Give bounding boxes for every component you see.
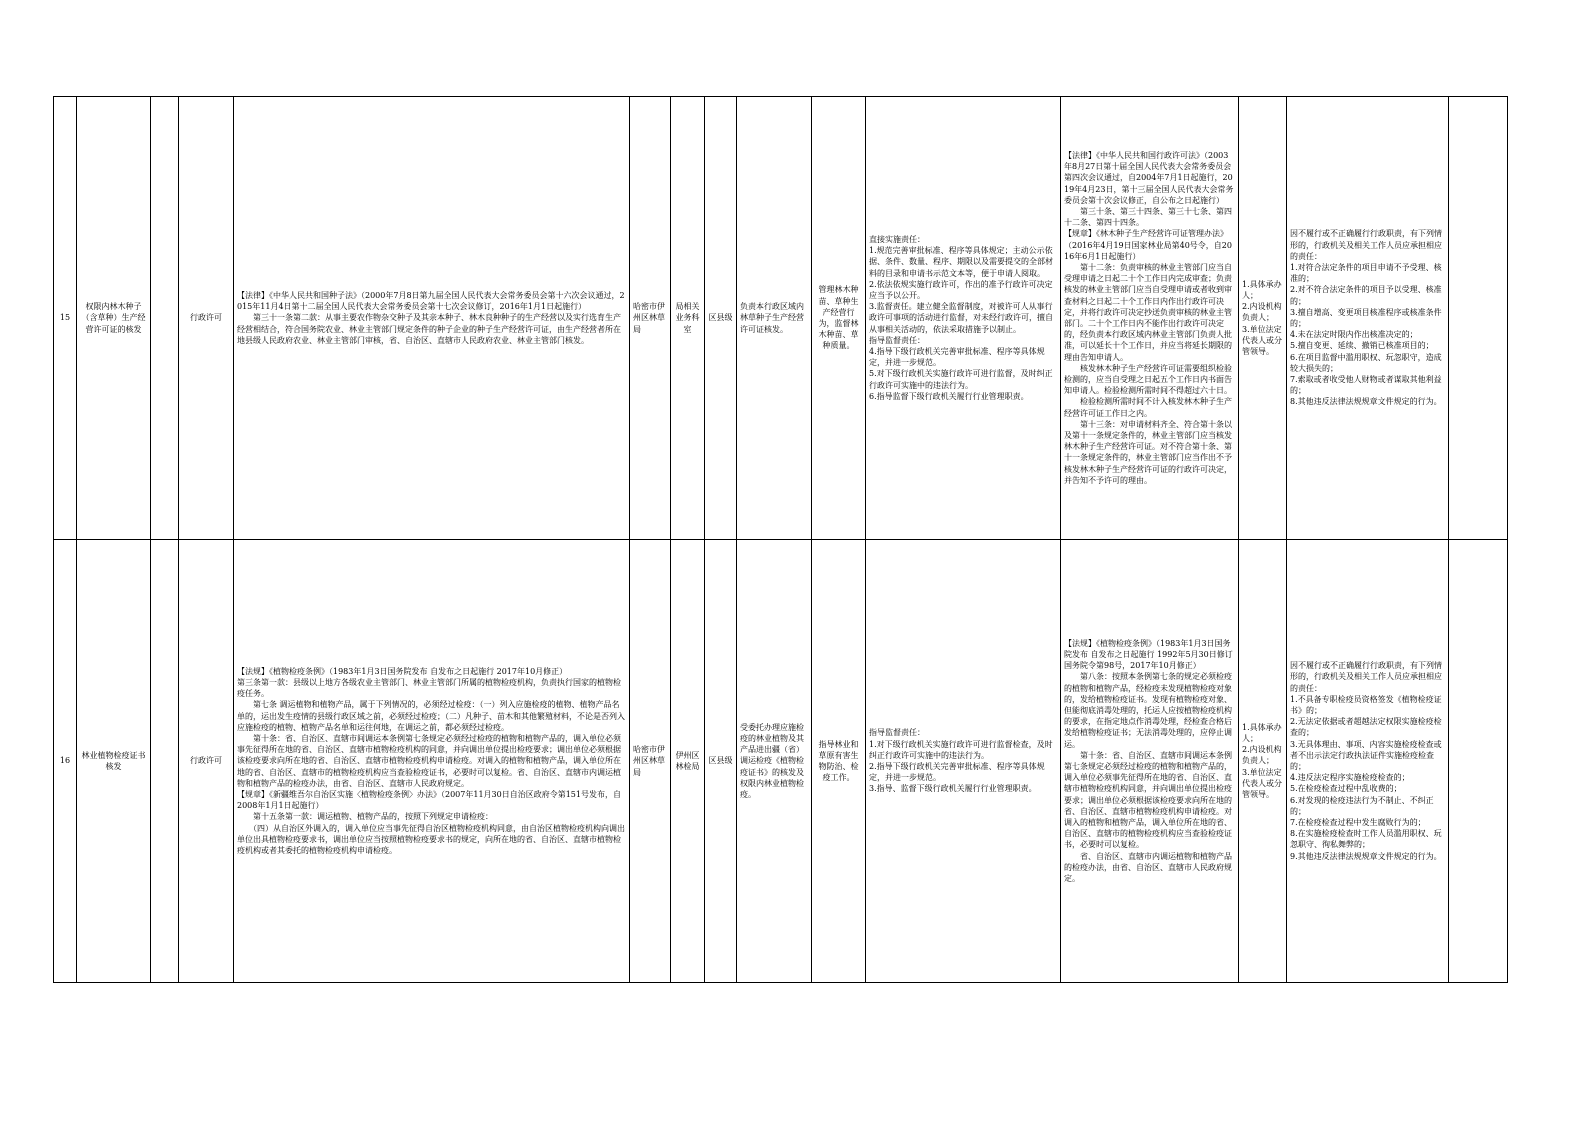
remark-cell [1449, 540, 1508, 983]
sub-item-cell [151, 97, 179, 540]
content-cell: 负责本行政区域内林草种子生产经营许可证核发。 [737, 97, 812, 540]
department-cell: 哈密市伊州区林草局 [630, 540, 671, 983]
power-list-table [53, 96, 1508, 983]
legal-basis-cell: 【法规】《植物检疫条例》（1983年1月3日国务院发布 自发布之日起施行 2017年10月修正） 第三条第一款：县级以上地方各级农业主管部门、林业主管部门所属的植物检疫机构，负责执行国家的植物检疫任务。 第七条 调运植物和植物产品，属于下列情况的，必须经过检疫：（一）列入应施检疫的植物、植物产品名单的，运出发生疫情的县级行政区域之前，必须经过检疫；（二）凡种子、苗木和其他繁殖材料，不论是否列入应施检疫的植物、植物产品名单和运往何地，在调运之前，都必须经过检疫。 第十条：省、自治区、直辖市间调运本条例第七条规定必须经过检疫的植物和植物产品的，调入单位必须事先征得所在地的省、自治区、直辖市植物检疫机构的同意，并向调出单位提出检疫要求；调出单位必须根据该检疫要求向所在地的省、自治区、直辖市植物检疫机构申请检疫。对调入的植物和植物产品，调入单位所在地的省、自治区、直辖市的植物检疫机构应当查验检疫证书，必要时可以复检。省、自治区、直辖市内调运植物和植物产品的检疫办法，由省、自治区、直辖市人民政府规定。 【规章】《新疆维吾尔自治区实施〈植物检疫条例〉办法》（2007年11月30日自治区政府令第151号发布，自2008年1月1日起施行） 第十五条第一款：调运植物、植物产品的，按照下列规定申请检疫： （四）从自治区外调入的，调入单位应当事先征得自治区植物检疫机构同意，由自治区植物检疫机构向调出单位出具植物检疫要求书，调出单位应当按照植物检疫要求书的规定，向所在地的省、自治区、直辖市植物检疫机构或者其委托的植物检疫机构申请检疫。 [234, 540, 630, 983]
table-row [54, 97, 1508, 540]
department-cell: 哈密市伊州区林草局 [630, 97, 671, 540]
seq-cell: 16 [54, 540, 77, 983]
scope-cell: 指导林业和草原有害生物防治、检疫工作。 [812, 540, 866, 983]
duty-cell: 指导监督责任： 1.对下级行政机关实施行政许可进行监督检查，及时纠正行政许可实施中的违法行为。 2.指导下级行政机关完善审批标准、程序等具体规定，并进一步规范。 3.指导、监督下级行政机关履行行业管理职责。 [866, 540, 1061, 983]
responsible-subject-cell: 1.具体承办人； 2.内设机构负责人； 3.单位法定代表人或分管领导。 [1239, 540, 1287, 983]
power-type-cell: 行政许可 [179, 540, 234, 983]
sub-item-cell [151, 540, 179, 983]
accountability-cell: 因不履行或不正确履行行政职责，有下列情形的，行政机关及相关工作人员应承担相应的责任： 1.对符合法定条件的项目申请不予受理、核准的； 2.对不符合法定条件的项目予以受理、核准的； 3.擅自增高、变更项目核准程序或核准条件的； 4.未在法定时限内作出核准决定的； 5.擅自变更、延续、撤销已核准项目的； 6.在项目监督中滥用职权、玩忽职守，造成较大损失的； 7.索取或者收受他人财物或者谋取其他利益的； 8.其他违反法律法规规章文件规定的行为。 [1287, 97, 1449, 540]
item-name-cell: 权限内林木种子（含草种）生产经营许可证的核发 [77, 97, 151, 540]
duty-basis-cell: 【法规】《植物检疫条例》（1983年1月3日国务院发布 自发布之日起施行 1992年5月30日修订 国务院令第98号，2017年10月修正） 第八条：按照本条例第七条的规定必须检疫的植物和植物产品，经检疫未发现植物检疫对象的，发给植物检疫证书。发现有植物检疫对象、但能彻底消毒处理的，托运人应按植物检疫机构的要求，在指定地点作消毒处理，经检查合格后发给植物检疫证书；无法消毒处理的，应停止调运。 第十条：省、自治区、直辖市间调运本条例第七条规定必须经过检疫的植物和植物产品的，调入单位必须事先征得所在地的省、自治区、直辖市植物检疫机构同意，并向调出单位提出检疫要求；调出单位必须根据该检疫要求向所在地的省、自治区、直辖市植物检疫机构申请检疫。对调入的植物和植物产品，调入单位所在地的省、自治区、直辖市的植物检疫机构应当查验检疫证书，必要时可以复检。 省、自治区、直辖市内调运植物和植物产品的检疫办法，由省、自治区、直辖市人民政府规定。 [1061, 540, 1239, 983]
item-name-cell: 林业植物检疫证书核发 [77, 540, 151, 983]
power-type-cell: 行政许可 [179, 97, 234, 540]
level-cell: 区县级 [705, 540, 737, 983]
level-cell: 区县级 [705, 97, 737, 540]
duty-cell: 直接实施责任： 1.规范完善审批标准、程序等具体规定；主动公示依据、条件、数量、程序、期限以及需要提交的全部材料的目录和申请书示范文本等，便于申请人阅取。 2.依法依规实施行政许可，作出的准予行政许可决定应当予以公开。 3.监督责任。建立健全监督制度，对被许可人从事行政许可事项的活动进行监督，对未经行政许可，擅自从事相关活动的，依法采取措施予以制止。 指导监督责任： 4.指导下级行政机关完善审批标准、程序等具体规定，并进一步规范。 5.对下级行政机关实施行政许可进行监督，及时纠正行政许可实施中的违法行为。 6.指导监督下级行政机关履行行业管理职责。 [866, 97, 1061, 540]
table-row [54, 540, 1508, 983]
content-cell: 受委托办理应施检疫的林业植物及其产品进出疆（省）调运检疫《植物检疫证书》的核发及权限内林业植物检疫。 [737, 540, 812, 983]
responsible-subject-cell: 1.具体承办人； 2.内设机构负责人； 3.单位法定代表人或分管领导。 [1239, 97, 1287, 540]
duty-basis-cell: 【法律】《中华人民共和国行政许可法》（2003年8月27日第十届全国人民代表大会常务委员会第四次会议通过，自2004年7月1日起施行，2019年4月23日，第十三届全国人民代表大会常务委员会第十次会议修正，自公布之日起施行） 第三十条、第三十四条、第三十七条、第四十二条、第四十四条。 【规章】《林木种子生产经营许可证管理办法》（2016年4月19日国家林业局第40号令，自2016年6月1日起施行） 第十二条：负责审核的林业主管部门应当自受理申请之日起二十个工作日内完成审查；负责核发的林业主管部门应当自受理申请或者收到审查材料之日起二十个工作日内作出行政许可决定，并将行政许可决定抄送负责审核的林业主管部门。二十个工作日内不能作出行政许可决定的，经负责本行政区域内林业主管部门负责人批准，可以延长十个工作日，并应当将延长期限的理由告知申请人。 核发林木种子生产经营许可证需要组织检验检测的，应当自受理之日起五个工作日内书面告知申请人。检验检测所需时间不得超过六十日。 检验检测所需时间不计入核发林木种子生产经营许可证工作日之内。 第十三条：对申请材料齐全、符合第十条以及第十一条规定条件的，林业主管部门应当核发林木种子生产经营许可证。对不符合第十条、第十一条规定条件的，林业主管部门应当作出不予核发林木种子生产经营许可证的行政许可决定，并告知不予许可的理由。 [1061, 97, 1239, 540]
office-cell: 伊州区林检局 [671, 540, 705, 983]
legal-basis-cell: 【法律】《中华人民共和国种子法》（2000年7月8日第九届全国人民代表大会常务委员会第十六次会议通过，2015年11月4日第十二届全国人民代表大会常务委员会第十七次会议修订，2016年1月1日起施行） 第三十一条第二款：从事主要农作物杂交种子及其亲本种子、林木良种种子的生产经营以及实行选育生产经营相结合，符合国务院农业、林业主管部门规定条件的种子企业的种子生产经营许可证，由生产经营者所在地县级人民政府农业、林业主管部门审核，省、自治区、直辖市人民政府农业、林业主管部门核发。 [234, 97, 630, 540]
seq-cell: 15 [54, 97, 77, 540]
remark-cell [1449, 97, 1508, 540]
scope-cell: 管理林木种苗、草种生产经营行为，监督林木种苗、草种质量。 [812, 97, 866, 540]
accountability-cell: 因不履行或不正确履行行政职责，有下列情形的，行政机关及相关工作人员应承担相应的责任： 1.不具备专职检疫员资格签发《植物检疫证书》的； 2.无法定依据或者超越法定权限实施检疫检查的； 3.无具体理由、事项、内容实施检疫检查或者不出示法定行政执法证件实施检疫检查的； 4.违反法定程序实施检疫检查的； 5.在检疫检查过程中乱收费的； 6.对发现的检疫违法行为不制止、不纠正的； 7.在检疫检查过程中发生腐败行为的； 8.在实施检疫检查时工作人员滥用职权、玩忽职守、徇私舞弊的； 9.其他违反法律法规规章文件规定的行为。 [1287, 540, 1449, 983]
office-cell: 局相关业务科室 [671, 97, 705, 540]
